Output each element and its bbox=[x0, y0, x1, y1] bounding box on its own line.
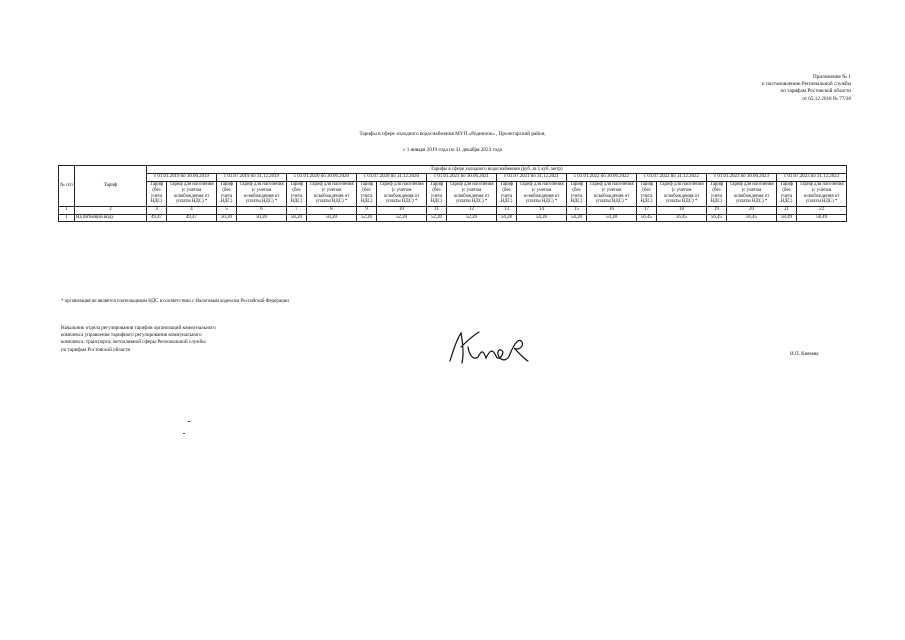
tariff-value: 52,20 bbox=[377, 214, 427, 222]
tariff-table bbox=[58, 165, 847, 222]
period-header: с 01.01.2023 по 30.06.2023 bbox=[707, 173, 777, 181]
column-number: 5 bbox=[217, 206, 237, 214]
column-number: 11 bbox=[427, 206, 447, 214]
sub-header-population: Тариф для населения (с учетом освобождения от уплаты НДС) * bbox=[167, 181, 217, 206]
period-header-row bbox=[59, 173, 847, 181]
position-line: по тарифам Ростовской области bbox=[61, 346, 131, 353]
tariff-value: 56,45 bbox=[707, 214, 727, 222]
sub-header-tariff: Тариф (без учета НДС) bbox=[567, 181, 587, 206]
document-subtitle: с 1 января 2019 года по 31 декабря 2023 года bbox=[403, 147, 502, 153]
sub-header-tariff: Тариф (без учета НДС) bbox=[777, 181, 797, 206]
column-number: 2 bbox=[75, 206, 147, 214]
period-header: с 01.01.2022 по 30.06.2022 bbox=[567, 173, 637, 181]
position-line: комплекса управления тарифного регулирования коммунального bbox=[61, 332, 202, 339]
sub-header-tariff: Тариф (без учета НДС) bbox=[427, 181, 447, 206]
appendix-line: к постановлению Региональной службы bbox=[762, 81, 851, 88]
column-number: 21 bbox=[777, 206, 797, 214]
tariff-value: 54,28 bbox=[517, 214, 567, 222]
sub-header-tariff: Тариф (без учета НДС) bbox=[147, 181, 167, 206]
column-number: 17 bbox=[637, 206, 657, 214]
period-header: с 01.07.2020 по 31.12.2020 bbox=[357, 173, 427, 181]
column-number: 22 bbox=[797, 206, 847, 214]
subheader-row bbox=[59, 181, 847, 206]
period-header: с 01.07.2019 по 31.12.2019 bbox=[217, 173, 287, 181]
tariff-value: 49,47 bbox=[167, 214, 217, 222]
appendix-line: Приложение № 1 bbox=[813, 74, 851, 80]
handwritten-signature bbox=[440, 327, 532, 369]
sub-header-tariff: Тариф (без учета НДС) bbox=[357, 181, 377, 206]
tariff-value: 56,45 bbox=[727, 214, 777, 222]
period-header: с 01.07.2022 по 31.12.2022 bbox=[637, 173, 707, 181]
column-number: 20 bbox=[727, 206, 777, 214]
sub-header-population: Тариф для населения (с учетом освобождения от уплаты НДС) * bbox=[587, 181, 637, 206]
scan-speck bbox=[188, 421, 190, 422]
num-header: № п/п bbox=[59, 166, 75, 207]
sub-header-population: Тариф для населения (с учетом освобождения от уплаты НДС) * bbox=[377, 181, 427, 206]
scan-speck bbox=[183, 433, 185, 434]
document-title: Тарифы в сфере холодного водоснабжения МУП «Родничок» , Пролетарский район, bbox=[359, 131, 546, 137]
table-row bbox=[59, 214, 847, 222]
sub-header-population: Тариф для населения (с учетом освобождения от уплаты НДС) * bbox=[657, 181, 707, 206]
column-number: 13 bbox=[497, 206, 517, 214]
tariff-value: 50,20 bbox=[237, 214, 287, 222]
period-header: с 01.01.2019 по 30.06.2019 bbox=[147, 173, 217, 181]
column-number: 15 bbox=[567, 206, 587, 214]
column-number: 19 bbox=[707, 206, 727, 214]
sub-header-population: Тариф для населения (с учетом освобождения от уплаты НДС) * bbox=[447, 181, 497, 206]
column-number: 7 bbox=[287, 206, 307, 214]
tariff-value: 56,45 bbox=[637, 214, 657, 222]
column-number: 8 bbox=[307, 206, 357, 214]
sub-header-population: Тариф для населения (с учетом освобождения от уплаты НДС) * bbox=[517, 181, 567, 206]
tariff-value: 56,45 bbox=[657, 214, 707, 222]
period-header: с 01.07.2021 по 31.12.2021 bbox=[497, 173, 567, 181]
column-number: 10 bbox=[377, 206, 427, 214]
column-number: 1 bbox=[59, 206, 75, 214]
column-number: 14 bbox=[517, 206, 567, 214]
tariff-value: 58,49 bbox=[777, 214, 797, 222]
tariff-value: 50,20 bbox=[307, 214, 357, 222]
tariff-value: 54,28 bbox=[587, 214, 637, 222]
sub-header-tariff: Тариф (без учета НДС) bbox=[217, 181, 237, 206]
column-number: 6 bbox=[237, 206, 287, 214]
tariff-value: 54,28 bbox=[567, 214, 587, 222]
tariff-value: 49,47 bbox=[147, 214, 167, 222]
column-number: 3 bbox=[147, 206, 167, 214]
tariff-value: 50,20 bbox=[217, 214, 237, 222]
sub-header-population: Тариф для населения (с учетом освобождения от уплаты НДС) * bbox=[307, 181, 357, 206]
period-header: с 01.01.2021 по 30.06.2021 bbox=[427, 173, 497, 181]
signatory-name: И.П. Князева bbox=[790, 351, 819, 357]
sub-header-tariff: Тариф (без учета НДС) bbox=[637, 181, 657, 206]
tariff-header: Тариф bbox=[75, 166, 147, 207]
column-number: 12 bbox=[447, 206, 497, 214]
tariff-value: 54,28 bbox=[497, 214, 517, 222]
footnote: * организация не является плательщиком НДС в соответствии с Налоговым кодексом Российской Федерации bbox=[61, 299, 289, 304]
signature-position bbox=[61, 325, 216, 354]
sub-header-population: Тариф для населения (с учетом освобождения от уплаты НДС) * bbox=[797, 181, 847, 206]
period-header: с 01.01.2020 по 30.06.2020 bbox=[287, 173, 357, 181]
sub-header-population: Тариф для населения (с учетом освобождения от уплаты НДС) * bbox=[727, 181, 777, 206]
tariff-value: 52,20 bbox=[427, 214, 447, 222]
column-number-row bbox=[59, 206, 847, 214]
tariff-value: 52,20 bbox=[447, 214, 497, 222]
position-line: комплекса, транспорта, нетопливной сферы Региональной службы bbox=[61, 339, 206, 346]
column-number: 16 bbox=[587, 206, 637, 214]
position-line: Начальник отдела регулирования тарифов организаций коммунального bbox=[61, 325, 216, 331]
table-header-row bbox=[59, 166, 847, 174]
sub-header-population: Тариф для населения (с учетом освобождения от уплаты НДС) * bbox=[237, 181, 287, 206]
column-number: 9 bbox=[357, 206, 377, 214]
sub-header-tariff: Тариф (без учета НДС) bbox=[707, 181, 727, 206]
row-number: 1 bbox=[59, 214, 75, 222]
sub-header-tariff: Тариф (без учета НДС) bbox=[497, 181, 517, 206]
appendix-block bbox=[762, 74, 851, 103]
group-header: Тарифы в сфере холодного водоснабжения (руб. за 1 куб. метр) bbox=[147, 166, 847, 174]
row-name: На питьевую воду bbox=[75, 214, 147, 222]
column-number: 18 bbox=[657, 206, 707, 214]
appendix-line: по тарифам Ростовской области bbox=[780, 88, 851, 95]
appendix-line: от 05.12.2018 № 77/38 bbox=[802, 95, 851, 102]
period-header: с 01.07.2023 по 31.12.2023 bbox=[777, 173, 847, 181]
tariff-value: 50,20 bbox=[287, 214, 307, 222]
sub-header-tariff: Тариф (без учета НДС) bbox=[287, 181, 307, 206]
tariff-value: 58,49 bbox=[797, 214, 847, 222]
column-number: 4 bbox=[167, 206, 217, 214]
tariff-value: 52,20 bbox=[357, 214, 377, 222]
